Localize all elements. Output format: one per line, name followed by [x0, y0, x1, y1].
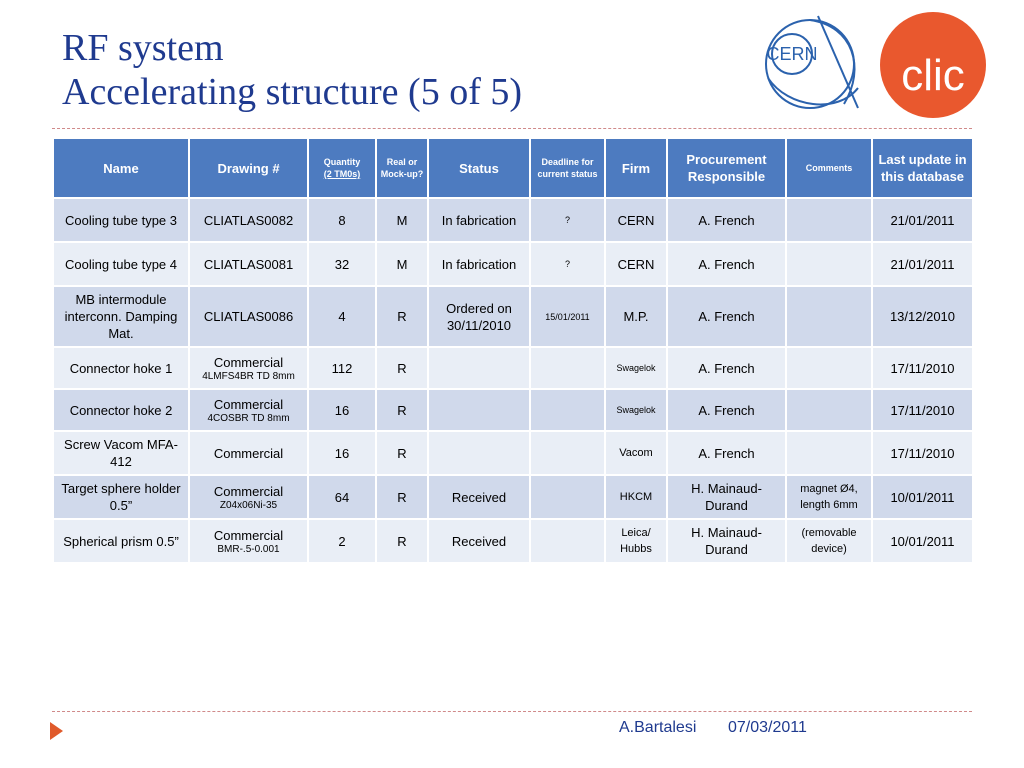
cell-name: MB intermodule interconn. Damping Mat. [53, 286, 189, 347]
cell-name: Cooling tube type 3 [53, 198, 189, 242]
cell-firm: Leica/ Hubbs [605, 519, 667, 563]
cell-quantity: 16 [308, 389, 376, 431]
cell-comments [786, 242, 872, 286]
cell-name: Connector hoke 2 [53, 389, 189, 431]
cell-drawing-main: CLIATLAS0081 [203, 256, 294, 272]
cell-quantity: 64 [308, 475, 376, 519]
cell-quantity: 16 [308, 431, 376, 475]
cell-last-update: 17/11/2010 [872, 389, 973, 431]
cell-drawing [189, 519, 308, 563]
cell-deadline [530, 347, 605, 389]
cell-last-update: 21/01/2011 [872, 198, 973, 242]
col-deadline-header: Deadline for current status [530, 138, 605, 198]
table-row [53, 242, 973, 286]
cell-name: Screw Vacom MFA-412 [53, 431, 189, 475]
cell-status: In fabrication [428, 242, 530, 286]
slide-title-line2: Accelerating structure (5 of 5) [62, 71, 523, 113]
cell-quantity: 32 [308, 242, 376, 286]
table-row [53, 286, 973, 347]
cell-drawing [189, 347, 308, 389]
cell-procurement: A. French [667, 286, 786, 347]
header-row [53, 138, 973, 198]
cell-firm: CERN [605, 198, 667, 242]
cell-real-mock: R [376, 475, 428, 519]
cell-procurement: H. Mainaud-Durand [667, 475, 786, 519]
cell-drawing [189, 286, 308, 347]
cell-status: Received [428, 519, 530, 563]
cell-procurement: A. French [667, 347, 786, 389]
triangle-bullet-icon [50, 722, 63, 740]
cell-deadline [530, 431, 605, 475]
cell-firm: HKCM [605, 475, 667, 519]
cell-procurement: H. Mainaud-Durand [667, 519, 786, 563]
table-row [53, 431, 973, 475]
cell-status: Ordered on 30/11/2010 [428, 286, 530, 347]
bottom-divider [52, 711, 972, 712]
cell-comments [786, 286, 872, 347]
cell-drawing-sub: BMR-.5-0.001 [217, 543, 280, 555]
col-quantity-label: Quantity [323, 157, 361, 167]
cell-real-mock: R [376, 519, 428, 563]
cell-status: Received [428, 475, 530, 519]
cell-real-mock: R [376, 431, 428, 475]
table-row [53, 519, 973, 563]
clic-logo-text: clic [901, 51, 965, 100]
cell-procurement: A. French [667, 431, 786, 475]
cell-drawing-main: Commercial [213, 354, 284, 370]
col-firm-header: Firm [605, 138, 667, 198]
cell-real-mock: R [376, 347, 428, 389]
cell-deadline: 15/01/2011 [530, 286, 605, 347]
cell-drawing-main: CLIATLAS0086 [203, 309, 294, 324]
cell-last-update: 10/01/2011 [872, 519, 973, 563]
cell-status: In fabrication [428, 198, 530, 242]
cell-drawing [189, 475, 308, 519]
cell-real-mock: M [376, 242, 428, 286]
col-real-mock-header: Real or Mock-up? [376, 138, 428, 198]
cell-firm: Swagelok [605, 347, 667, 389]
cell-name: Connector hoke 1 [53, 347, 189, 389]
cell-drawing-sub: 4LMFS4BR TD 8mm [202, 370, 295, 382]
cell-procurement: A. French [667, 198, 786, 242]
col-drawing-header: Drawing # [189, 138, 308, 198]
cell-drawing-main: Commercial [213, 445, 284, 461]
cell-drawing [189, 242, 308, 286]
cell-firm: Vacom [605, 431, 667, 475]
col-status-header: Status [428, 138, 530, 198]
cell-deadline [530, 389, 605, 431]
table-row [53, 389, 973, 431]
slide-title [62, 26, 522, 114]
top-divider [52, 128, 972, 129]
table-row [53, 347, 973, 389]
cell-drawing-main: CLIATLAS0082 [203, 212, 294, 228]
slide-title-line1: RF system [62, 27, 224, 69]
cell-drawing-main: Commercial [213, 396, 284, 412]
cell-drawing [189, 389, 308, 431]
cell-procurement: A. French [667, 242, 786, 286]
cell-procurement: A. French [667, 389, 786, 431]
cell-firm: CERN [605, 242, 667, 286]
cell-firm: Swagelok [605, 389, 667, 431]
cell-comments [786, 347, 872, 389]
cell-drawing-sub: 4COSBR TD 8mm [207, 412, 290, 424]
cell-deadline: ? [530, 198, 605, 242]
cell-status [428, 347, 530, 389]
col-last-update-header: Last update in this database [872, 138, 973, 198]
col-quantity-sublabel: (2 TM0s) [323, 169, 361, 179]
cell-quantity: 8 [308, 198, 376, 242]
cell-drawing [189, 198, 308, 242]
table-row [53, 198, 973, 242]
footer-author: A.Bartalesi [619, 719, 697, 736]
cell-comments [786, 431, 872, 475]
cell-last-update: 10/01/2011 [872, 475, 973, 519]
cell-drawing-sub: Z04x06Ni-35 [219, 499, 278, 511]
cell-comments [786, 389, 872, 431]
cell-last-update: 21/01/2011 [872, 242, 973, 286]
procurement-table [52, 137, 974, 564]
col-name-header: Name [53, 138, 189, 198]
cell-real-mock: M [376, 198, 428, 242]
cell-quantity: 112 [308, 347, 376, 389]
col-procurement-header: Procurement Responsible [667, 138, 786, 198]
cell-comments: (removable device) [786, 519, 872, 563]
cell-quantity: 4 [308, 286, 376, 347]
cell-last-update: 13/12/2010 [872, 286, 973, 347]
cell-name: Cooling tube type 4 [53, 242, 189, 286]
cell-deadline [530, 519, 605, 563]
cern-logo [758, 8, 870, 120]
cell-drawing-main: Commercial [213, 527, 284, 543]
cell-name: Spherical prism 0.5” [53, 519, 189, 563]
cell-status [428, 389, 530, 431]
clic-logo [878, 10, 988, 120]
cell-last-update: 17/11/2010 [872, 431, 973, 475]
cell-firm: M.P. [605, 286, 667, 347]
cern-logo-text: CERN [766, 44, 818, 64]
col-comments-header: Comments [786, 138, 872, 198]
cell-name: Target sphere holder 0.5” [53, 475, 189, 519]
cell-deadline: ? [530, 242, 605, 286]
cell-last-update: 17/11/2010 [872, 347, 973, 389]
cell-real-mock: R [376, 389, 428, 431]
table-row [53, 475, 973, 519]
cell-comments [786, 198, 872, 242]
cell-real-mock: R [376, 286, 428, 347]
cell-drawing [189, 431, 308, 475]
footer-date: 07/03/2011 [728, 719, 807, 736]
cell-deadline [530, 475, 605, 519]
cell-status [428, 431, 530, 475]
col-quantity-header [308, 138, 376, 198]
cell-drawing-main: Commercial [213, 483, 284, 499]
cell-comments: magnet Ø4, length 6mm [786, 475, 872, 519]
cell-quantity: 2 [308, 519, 376, 563]
